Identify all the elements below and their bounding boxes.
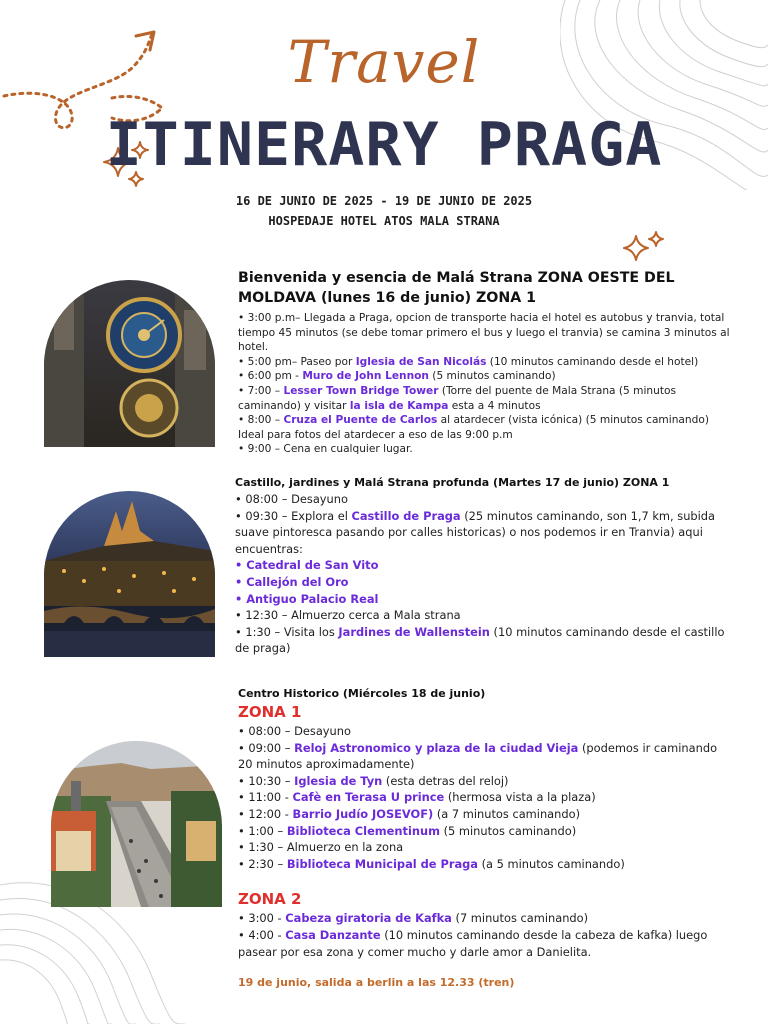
day1-item: • 6:00 pm - Muro de John Lennon (5 minutos caminando) xyxy=(238,370,556,383)
day3-item: • 12:00 - Barrio Judío JOSEVOF) (a 7 minutos caminando) xyxy=(238,806,581,821)
charles-bridge-photo xyxy=(51,741,222,907)
day3-item: • 4:00 - Casa Danzante (10 minutos caminando desde la cabeza de kafka) luego pasear por esa zona y comer mucho y darle amor a Danielita. xyxy=(238,927,708,959)
antiguo-palacio-real-link[interactable]: • Antiguo Palacio Real xyxy=(235,591,379,606)
day2-item: • 08:00 – Desayuno xyxy=(235,492,348,506)
day2-item xyxy=(235,574,731,591)
muro-john-lennon-link[interactable]: Muro de John Lennon xyxy=(302,370,429,383)
day2-item xyxy=(235,557,731,574)
day3-item: • 09:00 – Reloj Astronomico y plaza de la ciudad Vieja (podemos ir caminando 20 minutos aproximadamente) xyxy=(238,740,718,772)
day3-title: Centro Historico (Miércoles 18 de junio) xyxy=(238,687,486,700)
iglesia-san-nicolas-link[interactable]: Iglesia de San Nicolás xyxy=(355,355,487,368)
catedral-san-vito-link[interactable]: • Catedral de San Vito xyxy=(235,558,379,573)
barrio-judio-link[interactable]: Barrio Judío JOSEVOF) xyxy=(292,806,434,821)
castillo-praga-link[interactable]: Castillo de Praga xyxy=(351,508,461,523)
prague-castle-photo xyxy=(44,491,215,657)
day2-item xyxy=(235,591,731,608)
callejon-oro-link[interactable]: • Callejón del Oro xyxy=(235,574,349,589)
day1-item: • 5:00 pm– Paseo por Iglesia de San Nicolás (10 minutos caminando desde el hotel) xyxy=(238,355,699,368)
lesser-town-bridge-tower-link[interactable]: Lesser Town Bridge Tower xyxy=(283,384,439,397)
script-title: Travel xyxy=(287,28,481,96)
day1-item: • 7:00 – Lesser Town Bridge Tower (Torre del puente de Mala Strana (5 minutos caminando) y visitar la isla de Kampa esta a 4 minutos xyxy=(238,384,676,412)
day3-section xyxy=(238,686,732,960)
day3-item: • 10:30 – Iglesia de Tyn (esta detras del reloj) xyxy=(238,773,509,788)
reloj-astronomico-link[interactable]: Reloj Astronomico y plaza de la ciudad Vieja xyxy=(294,740,579,755)
departure-note: 19 de junio, salida a berlin a las 12.33 (tren) xyxy=(238,976,515,989)
trip-dates: 16 DE JUNIO DE 2025 - 19 DE JUNIO DE 2025 xyxy=(235,194,533,208)
day3-item: • 08:00 – Desayuno xyxy=(238,724,351,738)
day1-item: • 9:00 – Cena en cualquier lugar. xyxy=(238,443,413,456)
jardines-wallenstein-link[interactable]: Jardines de Wallenstein xyxy=(338,624,490,639)
day1-item: • 8:00 – Cruza el Puente de Carlos al atardecer (vista icónica) (5 minutos caminando) Ideal para fotos del atardecer a eso de las 9:00 p.m xyxy=(238,414,709,441)
day1-section xyxy=(238,268,730,457)
day1-item: • 3:00 p.m– Llegada a Praga, opcion de transporte hacia el hotel es autobus y tranvia, total tiempo 45 minutos (se debe tomar primero el bus y luego el tranvia) se camina 3 minutos al hotel. xyxy=(238,312,730,354)
isla-kampa-link[interactable]: la isla de Kampa xyxy=(349,399,449,412)
day3-item: • 11:00 - Cafè en Terasa U prince (hermosa vista a la plaza) xyxy=(238,790,596,805)
iglesia-tyn-link[interactable]: Iglesia de Tyn xyxy=(294,773,383,788)
zona2-heading: ZONA 2 xyxy=(238,890,302,909)
day1-list xyxy=(238,311,730,457)
day2-title: Castillo, jardines y Malá Strana profunda (Martes 17 de junio) ZONA 1 xyxy=(235,476,670,489)
cafe-terasa-link[interactable]: Cafè en Terasa U prince xyxy=(292,790,445,805)
astronomical-clock-photo xyxy=(44,280,215,447)
day3-item: • 3:00 - Cabeza giratoria de Kafka (7 minutos caminando) xyxy=(238,911,589,926)
day2-item: • 09:30 – Explora el Castillo de Praga (25 minutos caminando, son 1,7 km, subida suave pintoresca pasando por calles historicas) o nos podemos ir en Tranvia) aqui encuentras: xyxy=(235,508,716,556)
day1-title: Bienvenida y esencia de Malá Strana ZONA OESTE DEL MOLDAVA (lunes 16 de junio) ZONA 1 xyxy=(238,270,675,306)
day2-item: • 12:30 – Almuerzo cerca a Mala strana xyxy=(235,608,461,623)
day3-item: • 1:00 – Biblioteca Clementinum (5 minutos caminando) xyxy=(238,823,577,838)
cabeza-kafka-link[interactable]: Cabeza giratoria de Kafka xyxy=(285,911,452,926)
zona1-heading: ZONA 1 xyxy=(238,703,302,721)
sparkles-icon-right xyxy=(620,230,668,270)
casa-danzante-link[interactable]: Casa Danzante xyxy=(285,927,381,942)
day2-section xyxy=(235,475,731,657)
biblioteca-clementinum-link[interactable]: Biblioteca Clementinum xyxy=(286,823,440,838)
day3-item: • 2:30 – Biblioteca Municipal de Praga (a 5 minutos caminando) xyxy=(238,856,625,871)
lodging: HOSPEDAJE HOTEL ATOS MALA STRANA xyxy=(268,214,500,228)
biblioteca-municipal-link[interactable]: Biblioteca Municipal de Praga xyxy=(286,856,478,871)
puente-carlos-link[interactable]: Cruza el Puente de Carlos xyxy=(283,414,438,427)
day3-item: • 1:30 – Almuerzo en la zona xyxy=(238,840,404,855)
page-title: ITINERARY PRAGA xyxy=(105,110,663,180)
day2-item: • 1:30 – Visita los Jardines de Wallenstein (10 minutos caminando desde el castillo de praga) xyxy=(235,624,725,656)
